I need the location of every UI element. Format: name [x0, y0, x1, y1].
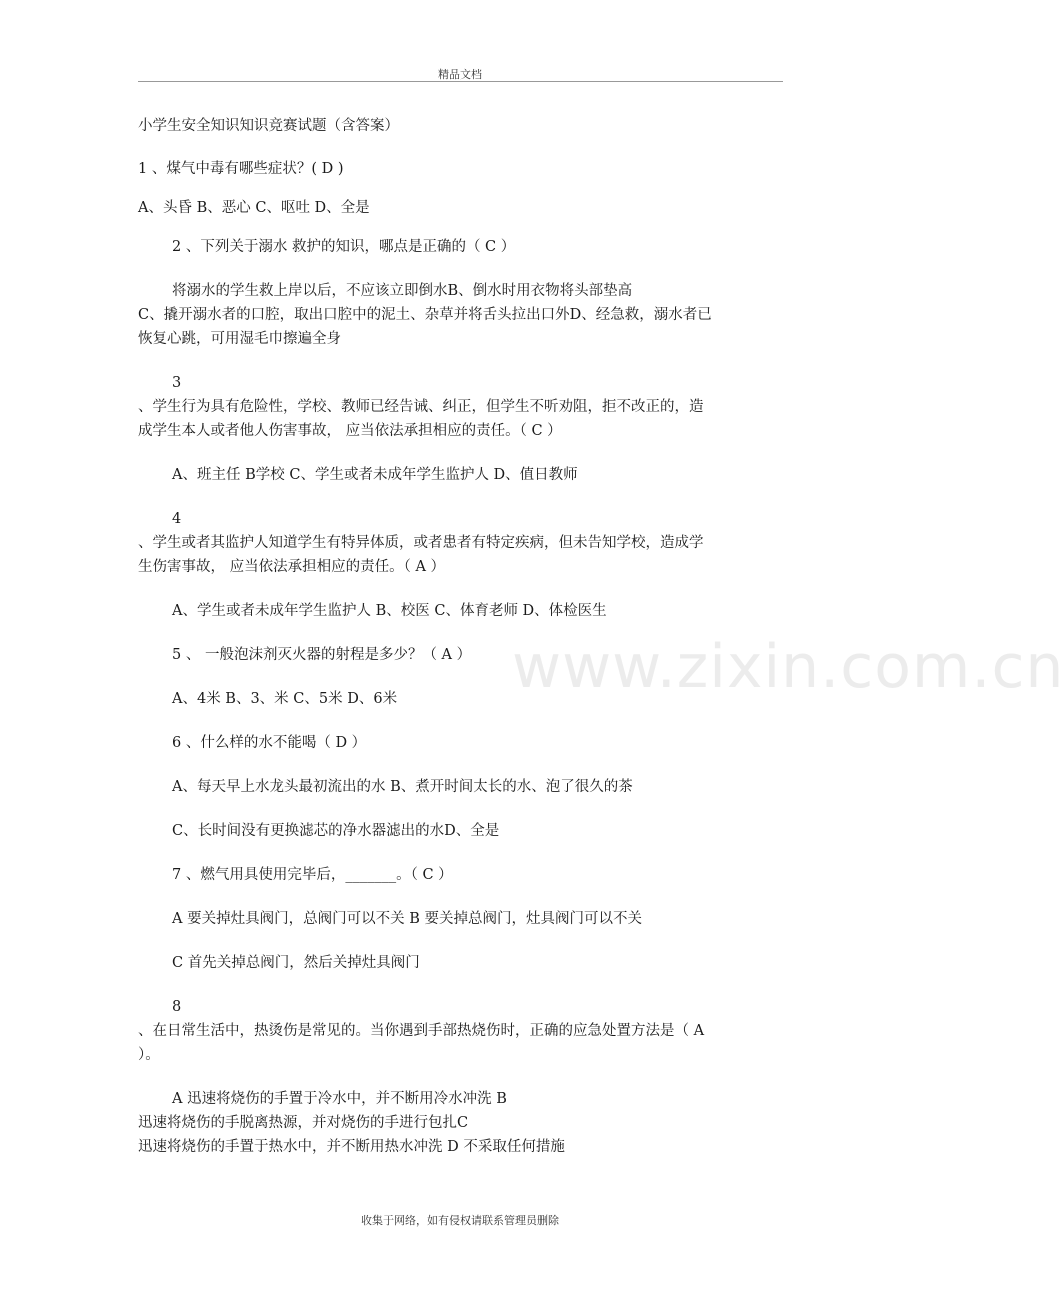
question-3-options: A、班主任 B学校 C、学生或者未成年学生监护人 D、值日教师: [172, 467, 578, 483]
question-2-options: 恢复心跳，可用湿毛巾擦遍全身: [138, 331, 341, 347]
question-5-options: A、4米 B、3、米 C、5米 D、6米: [172, 691, 398, 707]
question-6-options: A、每天早上水龙头最初流出的水 B、煮开时间太长的水、泡了很久的茶: [172, 779, 633, 795]
document-title: 小学生安全知识知识竞赛试题（含答案）: [138, 118, 399, 134]
question-8-options: 迅速将烧伤的手置于热水中，并不断用热水冲洗 D 不采取任何措施: [138, 1139, 565, 1155]
question-4: 生伤害事故， 应当依法承担相应的责任。（ A ）: [138, 559, 446, 575]
question-7: 7 、燃气用具使用完毕后，_______。（ C ）: [172, 867, 453, 883]
question-8-options: 迅速将烧伤的手脱离热源，并对烧伤的手进行包扎C: [138, 1115, 469, 1131]
question-1-options: A、头昏 B、恶心 C、呕吐 D、全是: [138, 200, 370, 216]
question-6: 6 、什么样的水不能喝（ D ）: [172, 735, 367, 751]
question-2-options: 将溺水的学生救上岸以后，不应该立即倒水B、倒水时用衣物将头部垫高: [172, 283, 633, 299]
question-4: 、学生或者其监护人知道学生有特异体质，或者患者有特定疾病，但未告知学校，造成学: [138, 535, 704, 551]
question-2-options: C、撬开溺水者的口腔，取出口腔中的泥土、杂草并将舌头拉出口外D、经急救，溺水者已: [138, 307, 712, 323]
question-3: 、学生行为具有危险性，学校、教师已经告诫、纠正，但学生不听劝阻，拒不改正的，造: [138, 399, 704, 415]
question-5: 5 、 一般泡沫剂灭火器的射程是多少？（ A ）: [172, 647, 472, 663]
question-6-options: C、长时间没有更换滤芯的净水器滤出的水D、全是: [172, 823, 500, 839]
question-1: 1 、煤气中毒有哪些症状？( D ): [138, 161, 344, 177]
question-4-number: 4: [172, 511, 182, 527]
question-8-number: 8: [172, 999, 182, 1015]
page-footer: 收集于网络，如有侵权请联系管理员删除: [361, 1214, 559, 1227]
watermark: www.zixin.com.cn: [512, 632, 1064, 702]
question-2: 2 、下列关于溺水 救护的知识，哪点是正确的（ C ）: [172, 239, 516, 255]
question-7-options: C 首先关掉总阀门，然后关掉灶具阀门: [172, 955, 420, 971]
question-4-options: A、学生或者未成年学生监护人 B、校医 C、体育老师 D、体检医生: [172, 603, 607, 619]
header-divider: [138, 81, 783, 82]
question-7-options: A 要关掉灶具阀门，总阀门可以不关 B 要关掉总阀门，灶具阀门可以不关: [172, 911, 642, 927]
page-header: 精品文档: [438, 68, 482, 81]
question-8: 、在日常生活中，热烫伤是常见的。当你遇到手部热烧伤时，正确的应急处置方法是（ A: [138, 1023, 705, 1039]
question-3: 成学生本人或者他人伤害事故， 应当依法承担相应的责任。（ C ）: [138, 423, 562, 439]
question-8: ）。: [138, 1047, 160, 1063]
question-8-options: A 迅速将烧伤的手置于冷水中，并不断用冷水冲洗 B: [172, 1091, 507, 1107]
question-3-number: 3: [172, 375, 182, 391]
